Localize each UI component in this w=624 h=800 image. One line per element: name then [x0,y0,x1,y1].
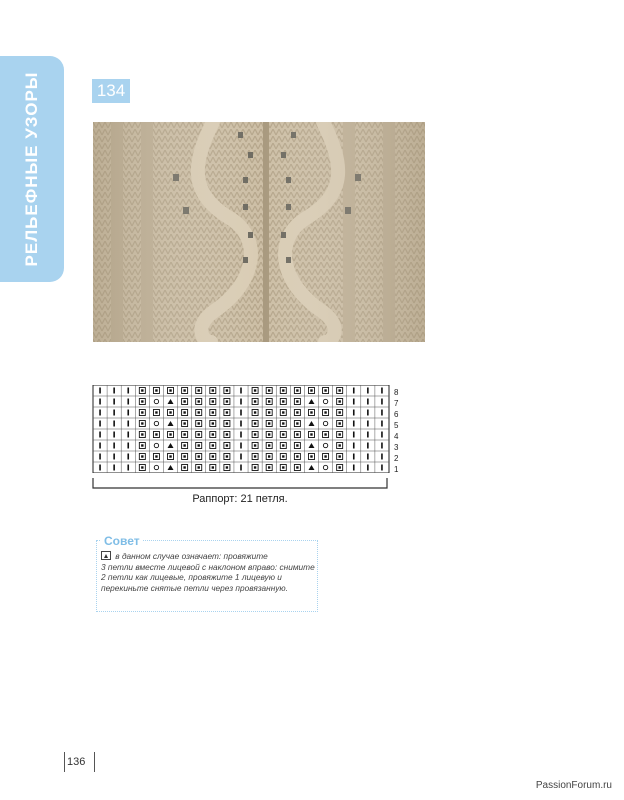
chart-symbol-yarnover [323,465,327,469]
chart-symbol-knit-dot [296,455,298,457]
chart-symbol-knit-dot [254,389,256,391]
chart-symbol-yarnover [323,399,327,403]
chart-symbol-purl [353,399,355,405]
chart-symbol-purl [381,421,383,427]
chart-symbol-knit-dot [338,444,340,446]
chart-symbol-purl [99,454,101,460]
chart-symbol-knit-dot [310,411,312,413]
knitting-chart [92,385,392,473]
chart-symbol-knit-dot [169,389,171,391]
chart-symbol-purl [381,454,383,460]
chart-symbol-purl [381,443,383,449]
chart-symbol-knit-dot [183,444,185,446]
chart-symbol-knit-dot [268,444,270,446]
page-number: 136 [67,756,86,768]
chart-symbol-purl [113,465,115,471]
row-number: 5 [394,421,399,430]
chart-symbol-knit-dot [226,389,228,391]
chart-symbol-knit-dot [169,455,171,457]
chart-symbol-knit-dot [254,455,256,457]
chart-symbol-knit-dot [169,433,171,435]
chart-symbol-purl [127,465,129,471]
chart-symbol-purl [353,432,355,438]
chart-symbol-knit-dot [268,389,270,391]
chart-symbol-decrease [168,399,174,404]
chart-symbol-knit-dot [226,455,228,457]
chart-symbol-purl [381,388,383,394]
chart-symbol-knit-dot [155,433,157,435]
chart-symbol-knit-dot [212,433,214,435]
chart-row-numbers [394,385,404,473]
chart-symbol-yarnover [154,443,158,447]
row-number: 3 [394,443,399,452]
chart-symbol-knit-dot [338,422,340,424]
chart-symbol-purl [127,454,129,460]
chart-symbol-purl [367,465,369,471]
chart-symbol-knit-dot [268,433,270,435]
chart-symbol-knit-dot [338,400,340,402]
chart-symbol-purl [381,465,383,471]
chart-symbol-knit-dot [310,433,312,435]
chart-symbol-decrease [168,465,174,470]
chart-symbol-purl [240,432,242,438]
chart-symbol-knit-dot [296,433,298,435]
chart-symbol-knit-dot [324,411,326,413]
chart-symbol-knit-dot [282,411,284,413]
chart-symbol-purl [99,443,101,449]
chart-symbol-knit-dot [141,444,143,446]
chart-symbol-knit-dot [198,422,200,424]
tip-text [101,551,315,593]
chart-symbol-yarnover [154,399,158,403]
knitting-sample-photo [93,122,425,342]
chart-symbol-knit-dot [169,411,171,413]
chart-symbol-knit-dot [198,433,200,435]
chart-symbol-knit-dot [296,389,298,391]
row-number: 2 [394,454,399,463]
chart-symbol-purl [113,432,115,438]
chart-symbol-knit-dot [296,411,298,413]
tip-title: Совет [101,534,143,548]
chart-symbol-yarnover [154,421,158,425]
decrease-symbol-icon [101,551,111,560]
chart-symbol-knit-dot [141,411,143,413]
chart-symbol-yarnover [323,421,327,425]
chart-symbol-knit-dot [282,389,284,391]
chart-symbol-knit-dot [338,433,340,435]
chart-symbol-purl [353,465,355,471]
section-title: РЕЛЬЕФНЫЕ УЗОРЫ [22,71,41,267]
chart-symbol-knit-dot [282,433,284,435]
chart-symbol-purl [240,465,242,471]
chart-symbol-knit-dot [324,455,326,457]
tip-box [96,534,318,612]
pattern-number-badge: 134 [92,79,130,103]
chart-symbol-knit-dot [198,400,200,402]
chart-symbol-knit-dot [141,400,143,402]
chart-symbol-knit-dot [212,400,214,402]
chart-symbol-knit-dot [282,455,284,457]
chart-symbol-purl [367,388,369,394]
chart-symbol-knit-dot [183,411,185,413]
chart-symbol-knit-dot [268,422,270,424]
chart-symbol-knit-dot [282,422,284,424]
chart-symbol-knit-dot [198,389,200,391]
chart-symbol-knit-dot [282,400,284,402]
chart-symbol-knit-dot [141,433,143,435]
chart-symbol-knit-dot [212,444,214,446]
chart-symbol-decrease [168,421,174,426]
chart-symbol-knit-dot [198,455,200,457]
page-number-rule-right [94,752,95,772]
chart-symbol-purl [113,410,115,416]
chart-symbol-purl [113,399,115,405]
chart-symbol-purl [381,432,383,438]
chart-symbol-knit-dot [296,422,298,424]
chart-symbol-knit-dot [324,433,326,435]
chart-symbol-knit-dot [183,433,185,435]
chart-symbol-knit-dot [310,455,312,457]
chart-symbol-knit-dot [310,389,312,391]
chart-symbol-knit-dot [268,466,270,468]
chart-symbol-knit-dot [296,400,298,402]
chart-symbol-knit-dot [254,466,256,468]
chart-symbol-knit-dot [226,444,228,446]
chart-symbol-knit-dot [254,433,256,435]
chart-symbol-knit-dot [198,466,200,468]
chart-symbol-knit-dot [212,455,214,457]
chart-symbol-knit-dot [338,466,340,468]
chart-symbol-knit-dot [183,466,185,468]
chart-symbol-purl [367,399,369,405]
chart-symbol-yarnover [154,465,158,469]
chart-symbol-knit-dot [155,389,157,391]
chart-symbol-purl [367,454,369,460]
chart-symbol-purl [127,443,129,449]
chart-symbol-purl [127,421,129,427]
chart-symbol-knit-dot [282,466,284,468]
chart-symbol-purl [99,432,101,438]
chart-symbol-knit-dot [226,400,228,402]
chart-symbol-knit-dot [324,389,326,391]
chart-symbol-purl [127,410,129,416]
chart-symbol-purl [99,421,101,427]
chart-symbol-purl [367,410,369,416]
chart-symbol-knit-dot [212,411,214,413]
chart-symbol-purl [99,388,101,394]
chart-symbol-knit-dot [268,400,270,402]
chart-symbol-purl [113,443,115,449]
chart-symbol-knit-dot [141,466,143,468]
chart-symbol-knit-dot [212,389,214,391]
chart-symbol-purl [353,388,355,394]
repeat-label: Раппорт: 21 петля. [192,493,288,505]
chart-symbol-purl [240,388,242,394]
chart-symbol-knit-dot [282,444,284,446]
chart-symbol-yarnover [323,443,327,447]
chart-symbol-knit-dot [212,422,214,424]
chart-symbol-knit-dot [296,466,298,468]
page-number-rule-left [64,752,65,772]
chart-symbol-decrease [168,443,174,448]
chart-symbol-purl [240,454,242,460]
chart-symbol-knit-dot [155,411,157,413]
chart-symbol-knit-dot [254,400,256,402]
watermark: PassionForum.ru [535,780,612,791]
chart-symbol-knit-dot [296,444,298,446]
row-number: 1 [394,465,399,474]
chart-symbol-knit-dot [338,389,340,391]
chart-symbol-knit-dot [254,411,256,413]
chart-symbol-knit-dot [198,411,200,413]
chart-symbol-knit-dot [338,411,340,413]
chart-symbol-knit-dot [183,422,185,424]
chart-symbol-purl [240,399,242,405]
chart-symbol-knit-dot [183,455,185,457]
chart-symbol-purl [113,454,115,460]
chart-symbol-knit-dot [183,400,185,402]
row-number: 6 [394,410,399,419]
chart-symbol-knit-dot [226,411,228,413]
chart-symbol-knit-dot [226,422,228,424]
chart-symbol-decrease [308,421,314,426]
chart-symbol-purl [353,454,355,460]
chart-symbol-knit-dot [183,389,185,391]
chart-symbol-purl [99,410,101,416]
chart-symbol-knit-dot [198,444,200,446]
chart-symbol-purl [240,410,242,416]
chart-symbol-purl [113,421,115,427]
chart-symbol-knit-dot [226,433,228,435]
knitting-chart-grid [92,385,392,473]
chart-symbol-purl [353,443,355,449]
chart-symbol-purl [99,399,101,405]
chart-symbol-knit-dot [254,444,256,446]
chart-symbol-decrease [308,443,314,448]
chart-symbol-knit-dot [141,455,143,457]
chart-symbol-purl [113,388,115,394]
row-number: 7 [394,399,399,408]
chart-symbol-purl [353,410,355,416]
chart-symbol-purl [127,399,129,405]
chart-symbol-purl [353,421,355,427]
chart-symbol-purl [367,421,369,427]
row-number: 4 [394,432,399,441]
chart-symbol-knit-dot [338,455,340,457]
knitting-texture-image [93,122,425,342]
section-tab [0,56,64,282]
chart-symbol-purl [127,388,129,394]
chart-symbol-decrease [308,465,314,470]
chart-symbol-knit-dot [268,455,270,457]
chart-symbol-purl [381,399,383,405]
chart-symbol-knit-dot [268,411,270,413]
chart-symbol-purl [127,432,129,438]
chart-symbol-purl [99,465,101,471]
chart-symbol-purl [240,443,242,449]
chart-symbol-purl [240,421,242,427]
chart-symbol-knit-dot [254,422,256,424]
row-number: 8 [394,388,399,397]
tip-text-line1: в данном случае означает: провяжите [113,551,268,561]
chart-symbol-purl [367,443,369,449]
repeat-bracket [92,478,388,490]
chart-symbol-knit-dot [141,422,143,424]
chart-symbol-purl [381,410,383,416]
chart-symbol-decrease [308,399,314,404]
chart-symbol-knit-dot [155,455,157,457]
chart-symbol-knit-dot [141,389,143,391]
chart-symbol-purl [367,432,369,438]
tip-text-rest: 3 петли вместе лицевой с наклоном вправо: снимите 2 петли как лицевые, провяжите 1 лицевую и перекиньте снятые петли через провязанную. [101,561,315,593]
chart-symbol-knit-dot [226,466,228,468]
chart-symbol-knit-dot [212,466,214,468]
